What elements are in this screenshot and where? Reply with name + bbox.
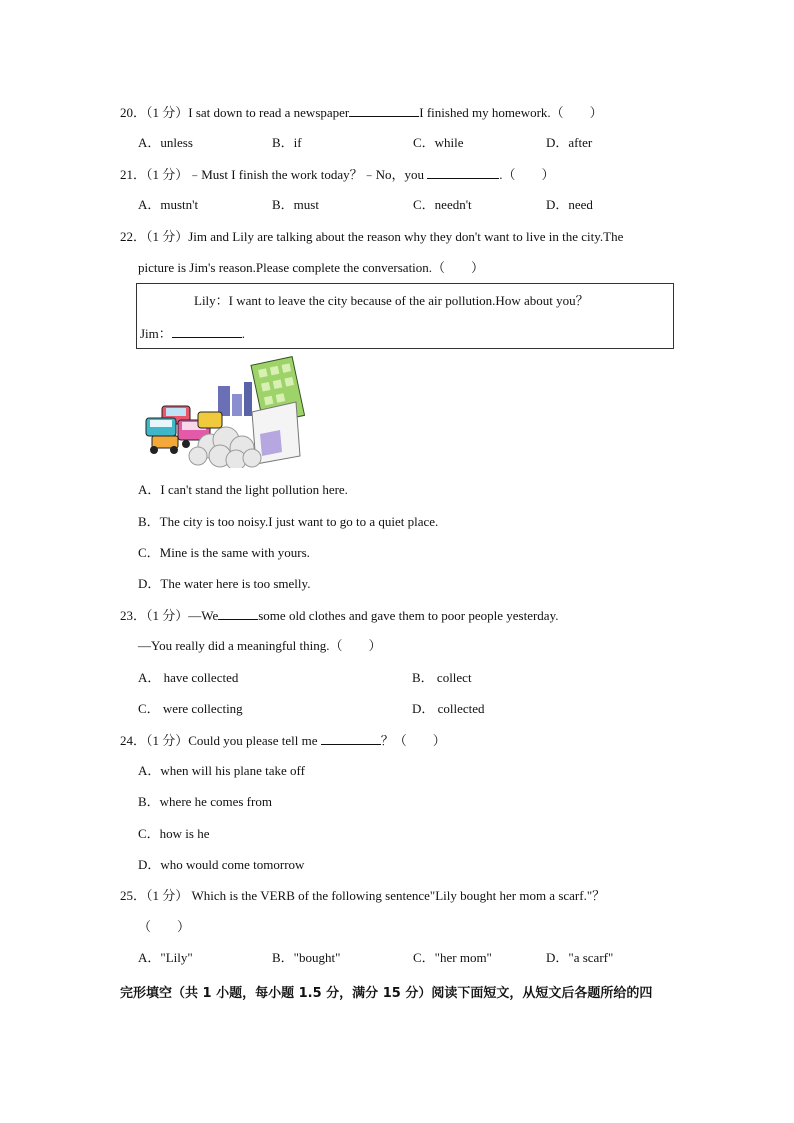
q22-dialog-lily: Lily：I want to leave the city because of the air pollution.How about you？ — [194, 293, 589, 308]
q22-blank — [172, 325, 242, 338]
q23-option-b[interactable]: B． collect — [412, 670, 472, 685]
q25-option-a[interactable]: A．"Lily" — [138, 950, 193, 965]
q20-option-b[interactable]: B．if — [272, 135, 302, 150]
q24-option-d[interactable]: D．who would come tomorrow — [138, 857, 305, 872]
q21-option-d[interactable]: D．need — [546, 197, 593, 212]
q21-option-b[interactable]: B．must — [272, 197, 319, 212]
q22-dialog-box — [136, 283, 674, 349]
q25-stem-line2: （ ） — [138, 919, 191, 934]
q24-option-b[interactable]: B．where he comes from — [138, 794, 272, 809]
q24-option-a[interactable]: A．when will his plane take off — [138, 763, 305, 778]
q24-option-c[interactable]: C．how is he — [138, 826, 210, 841]
q21-blank — [427, 166, 499, 179]
q22-option-d[interactable]: D．The water here is too smelly. — [138, 576, 311, 591]
q23-stem-line1: 23．（1 分）—We some old clothes and gave them to poor people yesterday. — [120, 608, 559, 623]
q24-stem: 24．（1 分）Could you please tell me ？（ ） — [120, 733, 446, 748]
q20-option-d[interactable]: D．after — [546, 135, 593, 150]
q23-option-d[interactable]: D． collected — [412, 701, 485, 716]
q22-stem-line1: 22．（1 分）Jim and Lily are talking about the reason why they don't want to live in the city.The — [120, 229, 624, 244]
q20-option-a[interactable]: A．unless — [138, 135, 193, 150]
city-pollution-picture — [140, 356, 308, 468]
q21-option-c[interactable]: C．needn't — [413, 197, 472, 212]
q20-blank — [349, 104, 419, 117]
q23-blank — [218, 607, 258, 620]
q23-option-a[interactable]: A． have collected — [138, 670, 239, 685]
q23-option-c[interactable]: C． were collecting — [138, 701, 243, 716]
q21-stem: 21．（1 分）﹣Must I finish the work today？﹣No，you .（ ） — [120, 167, 555, 182]
q24-blank — [321, 732, 381, 745]
q25-stem-line1: 25．（1 分） Which is the VERB of the following sentence"Lily bought her mom a scarf."？ — [120, 888, 606, 903]
q20-stem: 20．（1 分）I sat down to read a newspaper I finished my homework.（ ） — [120, 105, 603, 120]
q21-option-a[interactable]: A．mustn't — [138, 197, 199, 212]
q22-option-a[interactable]: A．I can't stand the light pollution here. — [138, 482, 348, 497]
q22-option-b[interactable]: B．The city is too noisy.I just want to go to a quiet place. — [138, 514, 439, 529]
q25-option-b[interactable]: B．"bought" — [272, 950, 341, 965]
q22-stem-line2: picture is Jim's reason.Please complete the conversation.（ ） — [138, 260, 485, 275]
section-heading: 完形填空（共 1 小题，每小题 1.5 分，满分 15 分）阅读下面短文，从短文后各题所给的四 — [120, 986, 653, 1001]
q22-dialog-jim: Jim： . — [140, 326, 246, 341]
q22-option-c[interactable]: C．Mine is the same with yours. — [138, 545, 310, 560]
q25-option-d[interactable]: D．"a scarf" — [546, 950, 614, 965]
q25-option-c[interactable]: C．"her mom" — [413, 950, 492, 965]
q23-stem-line2: —You really did a meaningful thing.（ ） — [138, 638, 382, 653]
q20-option-c[interactable]: C．while — [413, 135, 464, 150]
